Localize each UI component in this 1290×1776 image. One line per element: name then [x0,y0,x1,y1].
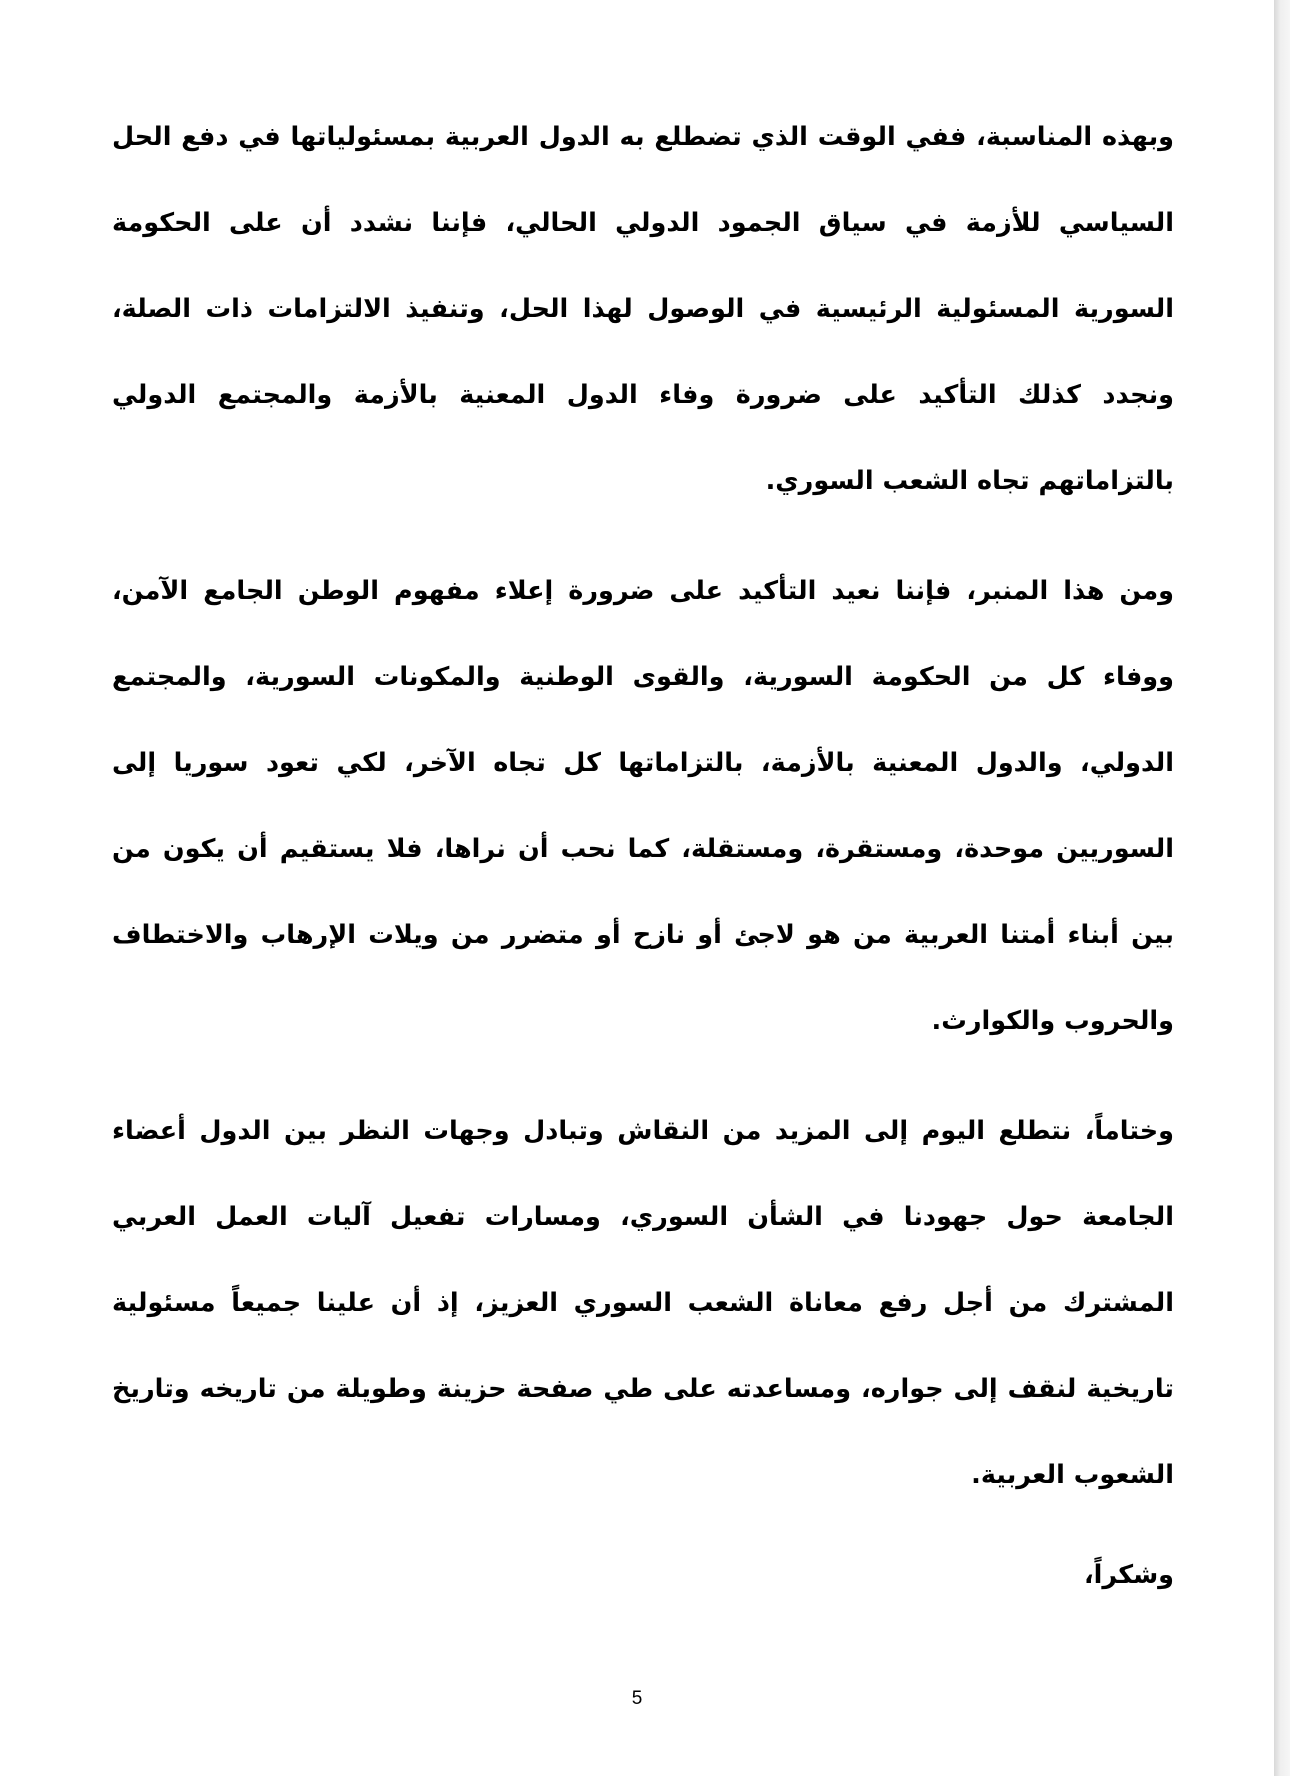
document-body [112,94,1174,1642]
paragraph-syria-political-solution: وبهذه المناسبة، ففي الوقت الذي تضطلع به الدول العربية بمسئولياتها في دفع الحل السياسي للأزمة في سياق الجمود الدولي الحالي، فإننا نشدد أن على الحكومة السورية المسئولية الرئيسية في الوصول لهذا الحل، وتنفيذ الالتزامات ذات الصلة، ونجدد كذلك التأكيد على ضرورة وفاء الدول المعنية بالأزمة والمجتمع الدولي بالتزاماتهم تجاه الشعب السوري. [112,122,1174,496]
page-number: 5 [631,1688,643,1709]
closing-thanks: وشكراً، [1083,1560,1174,1590]
paragraph-conclusion: وختاماً، نتطلع اليوم إلى المزيد من النقاش وتبادل وجهات النظر بين الدول أعضاء الجامعة حول جهودنا في الشأن السوري، ومسارات تفعيل آليات العمل العربي المشترك من أجل رفع معاناة الشعب السوري العزيز، إذ أن علينا جميعاً مسئولية تاريخية لنقف إلى جواره، ومساعدته على طي صفحة حزينة وطويلة من تاريخه وتاريخ الشعوب العربية. [112,1116,1174,1490]
paragraph-national-homeland: ومن هذا المنبر، فإننا نعيد التأكيد على ضرورة إعلاء مفهوم الوطن الجامع الآمن، ووفاء كل من الحكومة السورية، والقوى الوطنية والمكونات السورية، والمجتمع الدولي، والدول المعنية بالأزمة، بالتزاماتها كل تجاه الآخر، لكي تعود سوريا إلى السوريين موحدة، ومستقرة، ومستقلة، كما نحب أن نراها، فلا يستقيم أن يكون من بين أبناء أمتنا العربية من هو لاجئ أو نازح أو متضرر من ويلات الإرهاب والاختطاف والحروب والكوارث. [112,576,1174,1036]
page-edge-shadow [1274,0,1290,1776]
